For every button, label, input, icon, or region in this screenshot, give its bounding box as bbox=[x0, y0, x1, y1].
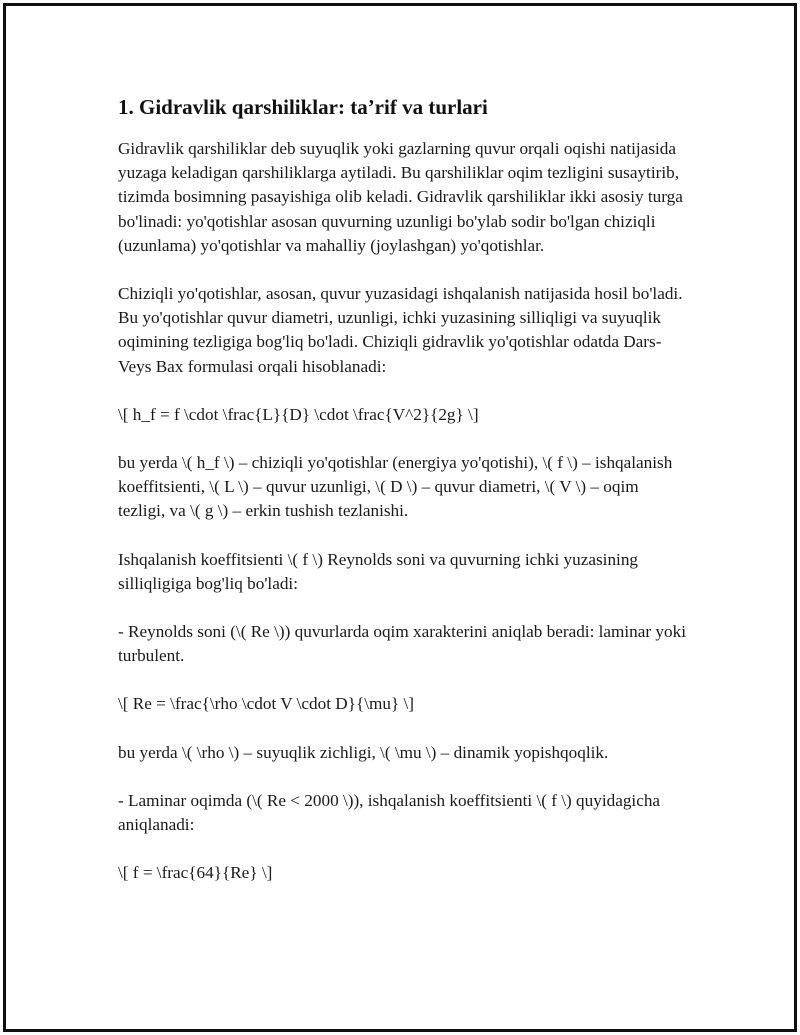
formula-darcy-weisbach: \[ h_f = f \cdot \frac{L}{D} \cdot \frac{V^2}{2g} \] bbox=[118, 404, 479, 424]
paragraph-laminar: - Laminar oqimda (\( Re < 2000 \)), ishqalanish koeffitsienti \( f \) quyidagicha aniqlanadi: bbox=[118, 790, 661, 835]
formula-reynolds: \[ Re = \frac{\rho \cdot V \cdot D}{\mu} \] bbox=[118, 694, 414, 714]
paragraph-variables: bu yerda \( h_f \) – chiziqli yo'qotishlar (energiya yo'qotishi), \( f \) – ishqalanish koeffitsienti, \( L \) – quvur uzunligi, \( D \) – quvur diametri, \( V \) – oqim tezligi, va \( g \) – erkin tushish tezlanishi. bbox=[118, 453, 673, 521]
paragraph-reynolds-variables: bu yerda \( \rho \) – suyuqlik zichligi, \( \mu \) – dinamik yopishqoqlik. bbox=[118, 742, 609, 762]
paragraph-friction-coefficient: Ishqalanish koeffitsienti \( f \) Reynolds soni va quvurning ichki yuzasining silliqligiga bog'liq bo'ladi: bbox=[118, 549, 639, 593]
paragraph-reynolds: - Reynolds soni (\( Re \)) quvurlarda oqim xarakterini aniqlab beradi: laminar yoki turbulent. bbox=[118, 622, 686, 666]
document-body bbox=[118, 93, 688, 909]
section-heading: 1. Gidravlik qarshiliklar: ta’rif va turlari bbox=[118, 95, 488, 119]
formula-laminar-friction: \[ f = \frac{64}{Re} \] bbox=[118, 863, 273, 883]
paragraph-linear-losses: Chiziqli yo'qotishlar, asosan, quvur yuzasidagi ishqalanish natijasida hosil bo'ladi. Bu yo'qotishlar quvur diametri, uzunligi, ichki yuzasining silliqligi va suyuqlik oqimining tezligiga bog'liq bo'ladi. Chiziqli gidravlik yo'qotishlar odatda Dars-Veys Bax formulasi orqali hisoblanadi: bbox=[118, 284, 683, 376]
paragraph-definition: Gidravlik qarshiliklar deb suyuqlik yoki gazlarning quvur orqali oqishi natijasida yuzaga keladigan qarshiliklarga aytiladi. Bu qarshiliklar oqim tezligini susaytirib, tizimda bosimning pasayishiga olib keladi. Gidravlik qarshiliklar ikki asosiy turga bo'linadi: yo'qotishlar asosan quvurning uzunligi bo'ylab sodir bo'lgan chiziqli (uzunlama) yo'qotishlar va mahalliy (joylashgan) yo'qotishlar. bbox=[118, 139, 683, 255]
